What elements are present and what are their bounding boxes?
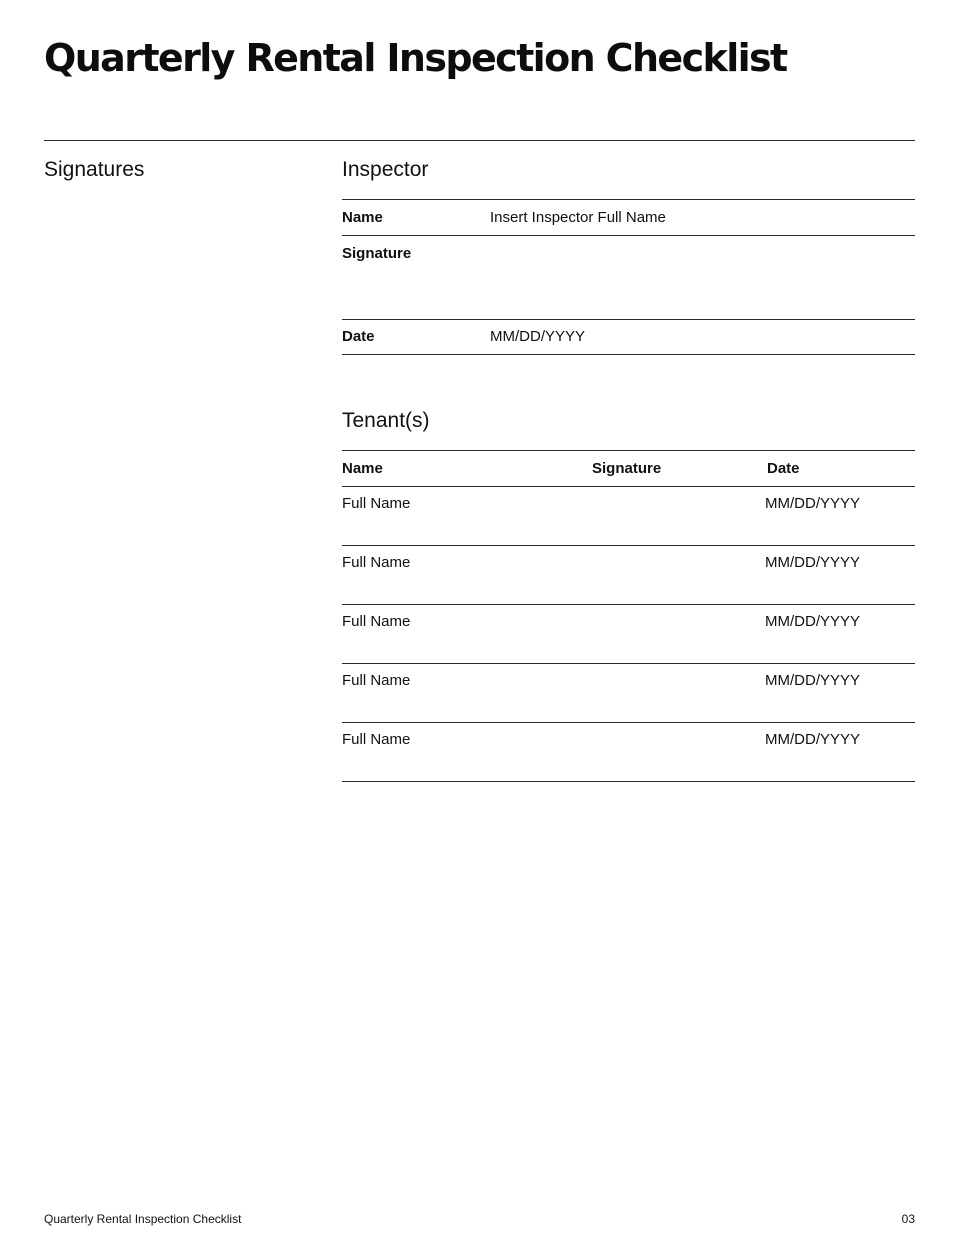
tenant-date-field[interactable]: MM/DD/YYYY: [765, 554, 861, 571]
tenants-divider: [342, 450, 915, 451]
footer-title: Quarterly Rental Inspection Checklist: [44, 1212, 242, 1226]
section-label: Signatures: [44, 158, 145, 181]
tenant-signature-field[interactable]: [592, 667, 757, 719]
tenant-row-divider: [342, 604, 915, 605]
tenant-signature-field[interactable]: [592, 726, 757, 778]
tenants-heading: Tenant(s): [342, 409, 430, 432]
column-header-signature: Signature: [592, 460, 662, 477]
tenant-row-divider: [342, 781, 915, 782]
tenant-name-field[interactable]: Full Name: [342, 554, 411, 571]
tenant-name-field[interactable]: Full Name: [342, 731, 411, 748]
column-header-name: Name: [342, 460, 383, 477]
page-number: 03: [901, 1212, 915, 1226]
tenant-name-field[interactable]: Full Name: [342, 613, 411, 630]
inspector-date-field[interactable]: MM/DD/YYYY: [490, 328, 586, 345]
tenant-signature-field[interactable]: [592, 490, 757, 542]
tenants-header-divider: [342, 486, 915, 487]
tenant-signature-field[interactable]: [592, 608, 757, 660]
tenant-row-divider: [342, 722, 915, 723]
document-title: Quarterly Rental Inspection Checklist: [44, 36, 787, 80]
inspector-name-field[interactable]: Insert Inspector Full Name: [490, 209, 666, 226]
inspector-signature-field[interactable]: [490, 240, 915, 316]
tenant-name-field[interactable]: Full Name: [342, 495, 411, 512]
inspector-date-label: Date: [342, 328, 375, 345]
inspector-signature-label: Signature: [342, 245, 412, 262]
tenant-row-divider: [342, 663, 915, 664]
tenant-date-field[interactable]: MM/DD/YYYY: [765, 672, 861, 689]
inspector-date-divider: [342, 354, 915, 355]
inspector-divider: [342, 199, 915, 200]
inspector-signature-divider: [342, 319, 915, 320]
tenant-date-field[interactable]: MM/DD/YYYY: [765, 731, 861, 748]
inspector-name-label: Name: [342, 209, 383, 226]
inspector-name-divider: [342, 235, 915, 236]
column-header-date: Date: [767, 460, 800, 477]
inspector-heading: Inspector: [342, 158, 429, 181]
tenant-date-field[interactable]: MM/DD/YYYY: [765, 613, 861, 630]
title-divider: [44, 140, 915, 141]
tenant-date-field[interactable]: MM/DD/YYYY: [765, 495, 861, 512]
tenant-name-field[interactable]: Full Name: [342, 672, 411, 689]
tenant-signature-field[interactable]: [592, 549, 757, 601]
tenant-row-divider: [342, 545, 915, 546]
